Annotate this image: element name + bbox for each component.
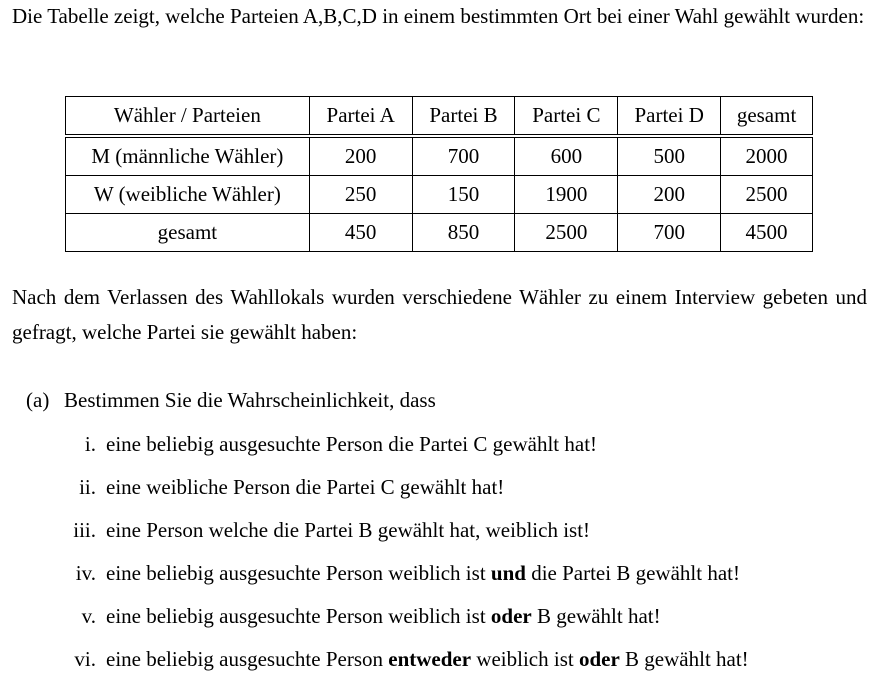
text-segment: B gewählt hat!: [619, 647, 749, 671]
table-cell: M (männliche Wähler): [66, 136, 310, 176]
list-item-number: ii.: [79, 475, 96, 499]
list-item-text: [106, 599, 661, 634]
table-cell: 250: [309, 176, 412, 214]
task-text: Bestimmen Sie die Wahrscheinlichkeit, dass: [64, 388, 436, 412]
table-cell: 850: [412, 214, 515, 252]
table-cell: 2000: [721, 136, 813, 176]
table-cell: W (weibliche Wähler): [66, 176, 310, 214]
emphasis-text: und: [490, 561, 526, 585]
table-cell: 600: [515, 136, 618, 176]
emphasis-text: entweder: [388, 647, 472, 671]
list-item-text: [106, 556, 740, 591]
table-header-cell: Partei D: [618, 97, 721, 137]
text-segment: eine beliebig ausgesuchte Person die Partei C gewählt hat!: [106, 432, 598, 456]
text-segment: eine weibliche Person die Partei C gewählt hat!: [106, 475, 505, 499]
table-cell: gesamt: [66, 214, 310, 252]
table-header-cell: Partei C: [515, 97, 618, 137]
table-cell: 150: [412, 176, 515, 214]
emphasis-text: oder: [578, 647, 620, 671]
list-item-number: iv.: [75, 561, 96, 585]
table-header-cell: Partei B: [412, 97, 515, 137]
task-part-a: [26, 383, 436, 418]
table-cell: 450: [309, 214, 412, 252]
text-segment: eine Person welche die Partei B gewählt hat, weiblich ist!: [106, 518, 591, 542]
table-row: [66, 176, 813, 214]
list-item-text: [106, 513, 590, 548]
table-header-cell: gesamt: [721, 97, 813, 137]
list-item-text: [106, 470, 504, 505]
table-cell: 4500: [721, 214, 813, 252]
text-segment: weiblich ist: [471, 647, 579, 671]
list-item-number: iii.: [73, 518, 96, 542]
table-cell: 2500: [721, 176, 813, 214]
table-row: [66, 136, 813, 176]
emphasis-text: oder: [490, 604, 532, 628]
list-item-text: [106, 427, 597, 462]
text-segment: B gewählt hat!: [531, 604, 661, 628]
list-item-number: vi.: [74, 647, 96, 671]
list-item-text: [106, 642, 749, 677]
text-segment: die Partei B gewählt hat!: [525, 561, 740, 585]
task-label: (a): [26, 388, 50, 412]
table-cell: 700: [412, 136, 515, 176]
table-cell: 200: [309, 136, 412, 176]
table-cell: 200: [618, 176, 721, 214]
list-item-number: i.: [84, 432, 96, 456]
list-item-number: v.: [81, 604, 96, 628]
table-cell: 500: [618, 136, 721, 176]
table-header-cell: Wähler / Parteien: [66, 97, 310, 137]
text-segment: eine beliebig ausgesuchte Person weiblich ist: [106, 604, 491, 628]
table-cell: 2500: [515, 214, 618, 252]
table-header-cell: Partei A: [309, 97, 412, 137]
intro-paragraph: Die Tabelle zeigt, welche Parteien A,B,C,D in einem bestimmten Ort bei einer Wahl gewählt wurden:: [12, 4, 865, 28]
table-row: [66, 214, 813, 252]
table-header-row: [66, 97, 813, 137]
votes-table: [65, 96, 813, 252]
table-cell: 700: [618, 214, 721, 252]
text-segment: eine beliebig ausgesuchte Person weiblich ist: [106, 561, 491, 585]
table-cell: 1900: [515, 176, 618, 214]
text-segment: eine beliebig ausgesuchte Person: [106, 647, 389, 671]
context-paragraph: Nach dem Verlassen des Wahllokals wurden verschiedene Wähler zu einem Interview gebeten und gefragt, welche Partei sie gewählt haben:: [12, 285, 867, 344]
